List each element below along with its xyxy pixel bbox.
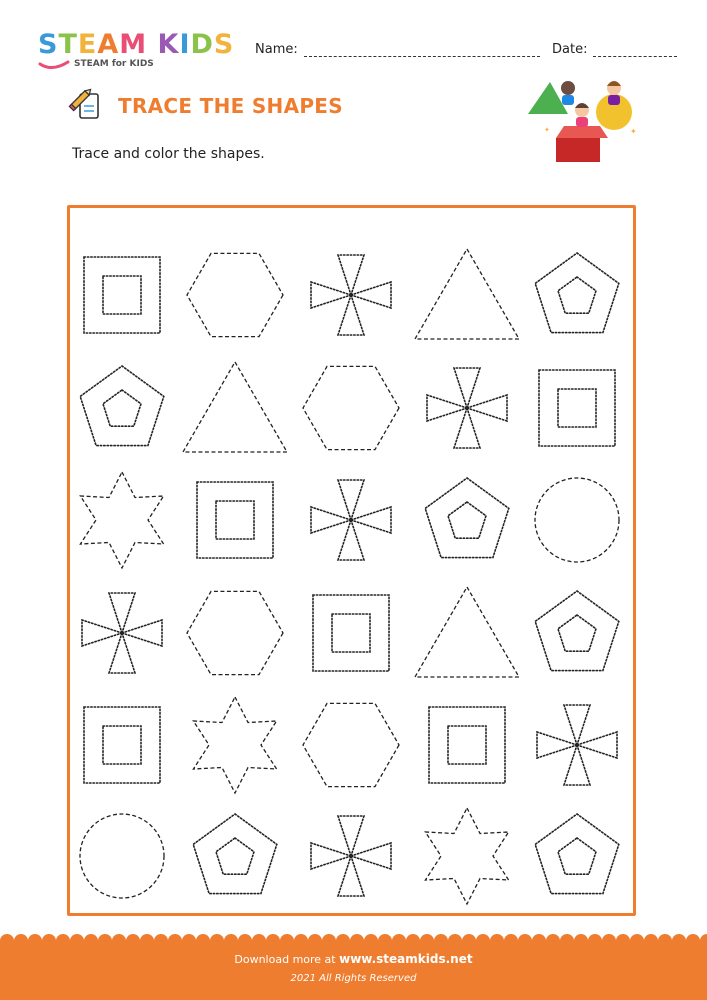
steam-kids-logo: [38, 30, 238, 72]
square-tracing-shape[interactable]: [313, 595, 389, 671]
footer-site-link[interactable]: www.steamkids.net: [339, 952, 473, 966]
square-tracing-shape[interactable]: [429, 707, 505, 783]
triangle-tracing-shape[interactable]: [183, 362, 287, 452]
date-label: Date:: [552, 42, 588, 57]
star-tracing-shape[interactable]: [425, 808, 508, 904]
star-tracing-shape[interactable]: [193, 697, 276, 793]
svg-text:✦: ✦: [630, 127, 637, 136]
worksheet-title: TRACE THE SHAPES: [118, 94, 343, 118]
square-tracing-shape[interactable]: [84, 707, 160, 783]
logo-letter: S: [38, 29, 59, 60]
pencil-paper-icon: [68, 86, 102, 122]
name-field[interactable]: [255, 42, 540, 57]
circle-tracing-shape[interactable]: [535, 478, 619, 562]
triangle-tracing-shape[interactable]: [415, 587, 519, 677]
logo-letter: K: [157, 29, 180, 60]
pentagon-tracing-shape[interactable]: [80, 366, 164, 446]
star-tracing-shape[interactable]: [80, 472, 163, 568]
logo-wordmark: [38, 30, 238, 60]
triangle-tracing-shape[interactable]: [415, 249, 519, 339]
pentagon-tracing-shape[interactable]: [193, 814, 277, 894]
hexagon-tracing-shape[interactable]: [303, 366, 399, 449]
bowtie-tracing-shape[interactable]: [311, 816, 391, 896]
logo-letter: T: [58, 29, 78, 60]
bowtie-tracing-shape[interactable]: [311, 255, 391, 335]
shapes-frame: [67, 205, 636, 916]
logo-tagline: STEAM for KIDS: [74, 59, 154, 69]
date-blank-line[interactable]: [593, 45, 677, 57]
bowtie-tracing-shape[interactable]: [427, 368, 507, 448]
footer: [0, 940, 707, 1000]
worksheet-instruction: Trace and color the shapes.: [72, 146, 265, 162]
circle-tracing-shape[interactable]: [80, 814, 164, 898]
bowtie-tracing-shape[interactable]: [537, 705, 617, 785]
pentagon-tracing-shape[interactable]: [535, 591, 619, 671]
square-tracing-shape[interactable]: [539, 370, 615, 446]
name-blank-line[interactable]: [304, 45, 540, 57]
svg-text:✦: ✦: [544, 126, 550, 134]
footer-download-prefix: Download more at: [234, 953, 336, 966]
logo-letter: E: [77, 29, 98, 60]
logo-letter: I: [179, 29, 191, 60]
hexagon-tracing-shape[interactable]: [187, 591, 283, 674]
bowtie-tracing-shape[interactable]: [311, 480, 391, 560]
footer-rights: 2021 All Rights Reserved: [290, 973, 417, 984]
pentagon-tracing-shape[interactable]: [535, 814, 619, 894]
logo-letter: M: [119, 29, 148, 60]
square-tracing-shape[interactable]: [197, 482, 273, 558]
logo-swoosh-icon: [38, 58, 74, 72]
hexagon-tracing-shape[interactable]: [187, 253, 283, 336]
shapes-grid: [70, 208, 633, 913]
logo-letter: [147, 30, 157, 60]
square-tracing-shape[interactable]: [84, 257, 160, 333]
hexagon-tracing-shape[interactable]: [303, 703, 399, 786]
footer-download-line: [0, 952, 707, 966]
kids-on-shapes-illustration: [522, 68, 642, 164]
footer-scallop-border: [0, 931, 707, 941]
logo-letter: A: [97, 29, 120, 60]
logo-letter: S: [213, 29, 235, 60]
bowtie-tracing-shape[interactable]: [82, 593, 162, 673]
date-field[interactable]: [552, 42, 677, 57]
pentagon-tracing-shape[interactable]: [535, 253, 619, 333]
name-label: Name:: [255, 42, 298, 57]
logo-letter: D: [190, 29, 214, 60]
pentagon-tracing-shape[interactable]: [425, 478, 509, 558]
